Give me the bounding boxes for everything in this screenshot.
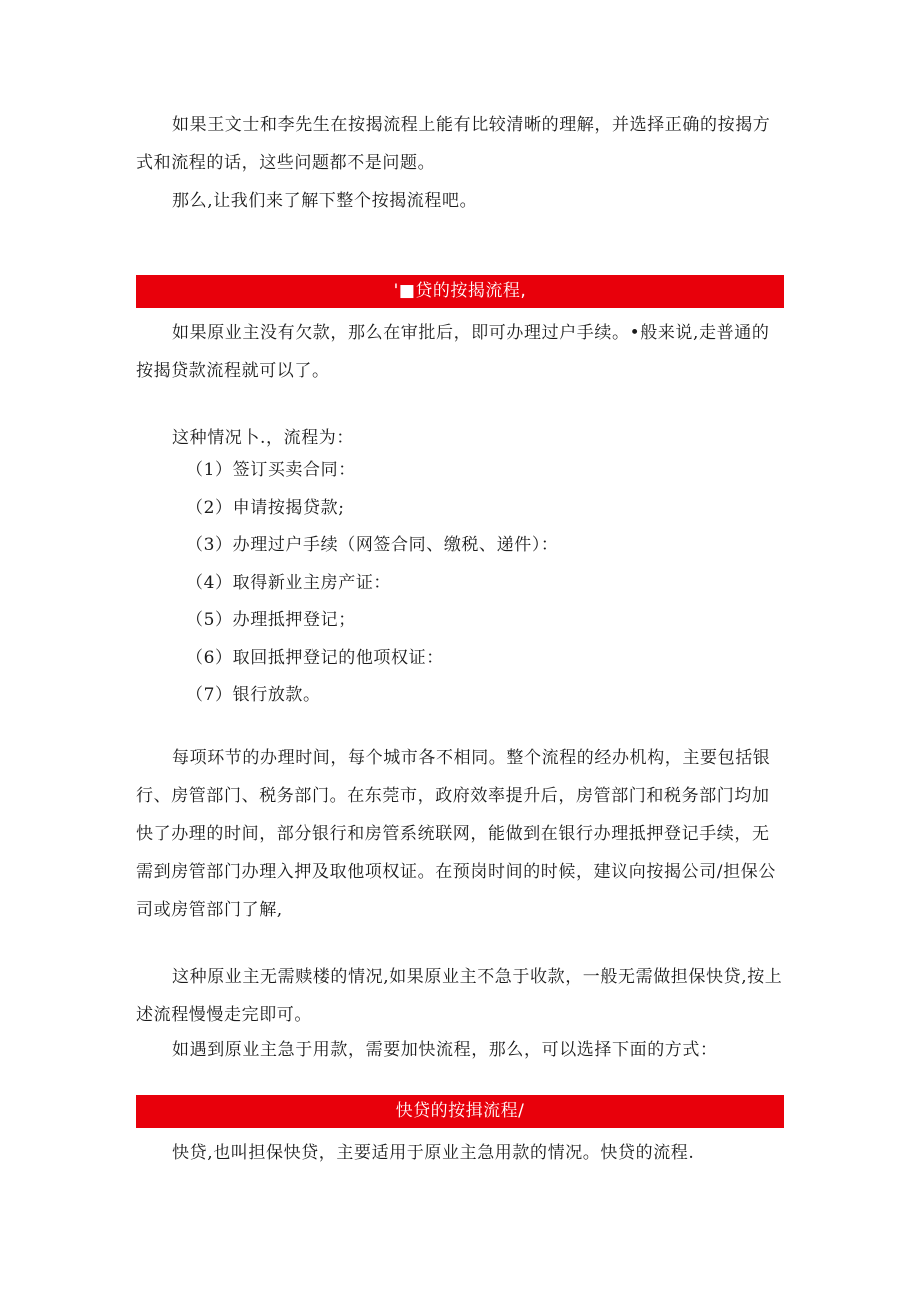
intro-paragraph-1: 如果王文士和李先生在按揭流程上能有比较清晰的理解，并选择正确的按揭方式和流程的话，这些问题都不是问题。 (136, 115, 771, 173)
list-item: （5）办理抵押登记； (186, 610, 356, 630)
list-item: （7）银行放款。 (186, 685, 321, 705)
section-heading-loan-mortgage: '■贷的按揭流程, (136, 275, 784, 308)
section1-paragraph-3: 这种原业主无需赎楼的情况,如果原业主不急于收款，一般无需做担保快贷,按上述流程慢慢走完即可。 (136, 967, 783, 1025)
section2-paragraph-1: 快贷,也叫担保快贷，主要适用于原业主急用款的情况。快贷的流程. (172, 1143, 695, 1163)
steps-lead-text: 这种情况卜.，流程为： (172, 428, 355, 448)
section1-paragraph-2: 每项环节的办理时间，每个城市各不相同。整个流程的经办机构，主要包括银行、房管部门、税务部门。在东莞市，政府效率提升后，房管部门和税务部门均加快了办理的时间，部分银行和房管系统联网，能做到在银行办理抵押登记手续，无需到房管部门办理入押及取他项权证。在预岗时间的时候，建议向按揭公司/担保公司或房管部门了解, (136, 748, 776, 920)
list-item: （3）办理过户手续（网签合同、缴税、递件）： (186, 535, 559, 555)
section1-paragraph-4: 如遇到原业主急于用款，需要加快流程，那么，可以选择下面的方式： (172, 1040, 718, 1060)
list-item: （2）申请按揭贷款; (186, 497, 345, 518)
list-item: （6）取回抵押登记的他项权证： (186, 647, 444, 668)
intro-paragraph-2: 那么,让我们来了解下整个按揭流程吧。 (172, 191, 478, 211)
list-item: （1）签订买卖合同： (186, 460, 356, 480)
process-steps-list (172, 452, 559, 715)
list-item: （4）取得新业主房产证： (186, 572, 392, 593)
section1-paragraph-1: 如果原业主没有欠款，那么在审批后，即可办理过户手续。•般来说,走普通的按揭贷款流程就可以了。 (136, 323, 770, 381)
section-heading-fast-loan: 快贷的按揖流程/ (136, 1095, 784, 1128)
